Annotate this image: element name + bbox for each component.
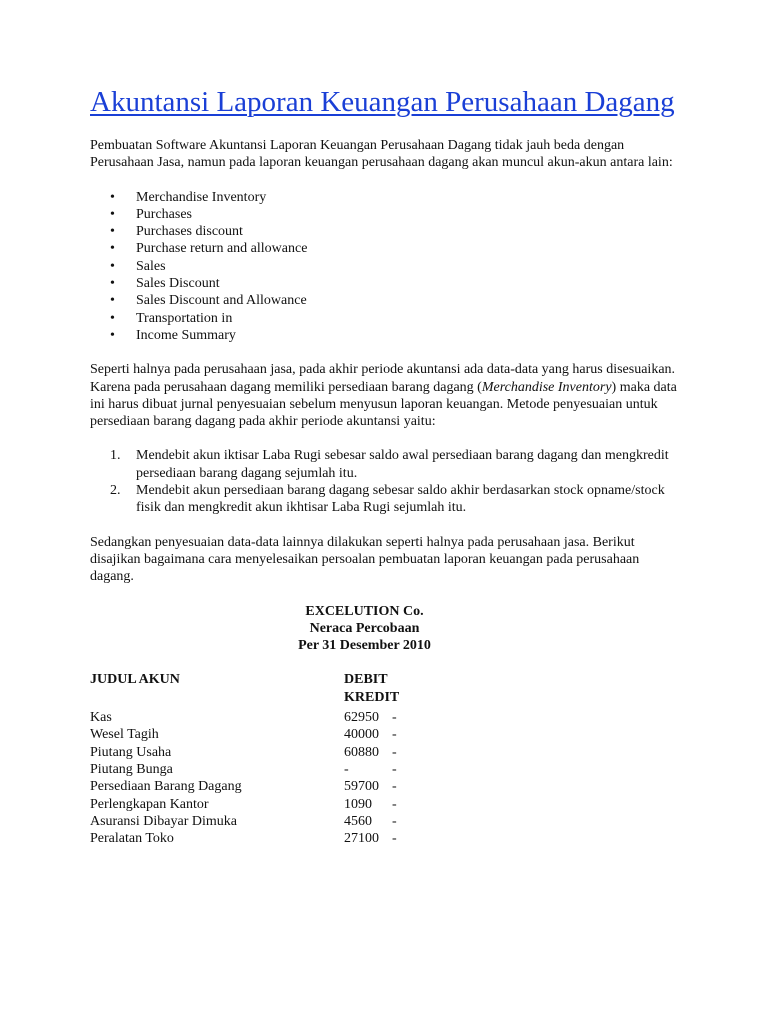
table-row <box>90 796 432 813</box>
list-item <box>110 482 680 517</box>
step-text: Mendebit akun iktisar Laba Rugi sebesar saldo awal persediaan barang dagang dan mengkredit persediaan barang dagang sejumlah itu. <box>136 448 669 481</box>
account-cell: Peralatan Toko <box>90 831 174 847</box>
list-item-label: Sales Discount and Allowance <box>136 293 307 309</box>
debit-cell: 4560 <box>344 813 372 829</box>
step-text: Mendebit akun persediaan barang dagang sebesar saldo akhir berdasarkan stock opname/stock fisik dan mengkredit akun ikhtisar Laba Rugi sejumlah itu. <box>136 483 665 516</box>
debit-cell: 62950 <box>344 710 379 726</box>
list-item-label: Purchase return and allowance <box>136 241 308 257</box>
list-item <box>110 327 680 344</box>
report-heading <box>90 603 639 655</box>
table-row <box>90 778 432 795</box>
trial-balance-table <box>90 671 432 847</box>
table-row <box>90 744 432 761</box>
debit-cell: 27100 <box>344 831 379 847</box>
list-item-label: Purchases discount <box>136 224 243 240</box>
debit-cell: - <box>344 761 349 777</box>
account-cell: Wesel Tagih <box>90 727 159 743</box>
bullet-icon: • <box>110 293 115 309</box>
adjustment-text-after: ) maka data ini harus dibuat jurnal penyesuaian sebelum menyusun laporan keuangan. Metode penyesuaian untuk persediaan barang dagang pada akhir periode akuntansi yaitu: <box>90 379 677 430</box>
table-row <box>90 813 432 830</box>
account-cell: Persediaan Barang Dagang <box>90 779 242 795</box>
list-item <box>110 206 680 223</box>
table-row <box>90 709 432 726</box>
list-item <box>110 189 680 206</box>
list-item-label: Purchases <box>136 206 192 222</box>
list-item <box>110 223 680 240</box>
table-row <box>90 761 432 778</box>
table-row <box>90 726 432 743</box>
report-name: Neraca Percobaan <box>309 620 420 636</box>
list-item-label: Transportation in <box>136 310 233 326</box>
bullet-icon: • <box>110 224 115 240</box>
intro-paragraph: Pembuatan Software Akuntansi Laporan Keuangan Perusahaan Dagang tidak jauh beda dengan Perusahaan Jasa, namun pada laporan keuangan perusahaan dagang akan muncul akun-akun antara lain: <box>90 138 673 171</box>
closing-paragraph: Sedangkan penyesuaian data-data lainnya dilakukan seperti halnya pada perusahaan jasa. Berikut disajikan bagaimana cara menyelesaikan persoalan pembuatan laporan keuangan pada perusahaan dagang. <box>90 534 640 585</box>
account-cell: Kas <box>90 710 112 726</box>
account-cell: Perlengkapan Kantor <box>90 796 209 812</box>
bullet-icon: • <box>110 276 115 292</box>
bullet-icon: • <box>110 310 115 326</box>
debit-cell: 59700 <box>344 779 379 795</box>
debit-cell: 60880 <box>344 744 379 760</box>
kredit-cell: - <box>392 744 397 760</box>
kredit-cell: - <box>392 761 397 777</box>
table-row <box>90 830 432 847</box>
account-cell: Piutang Bunga <box>90 761 173 777</box>
kredit-cell: - <box>392 831 397 847</box>
kredit-cell: - <box>392 727 397 743</box>
kredit-cell: - <box>392 779 397 795</box>
page-title-link[interactable]: Akuntansi Laporan Keuangan Perusahaan Dagang <box>90 86 675 118</box>
document-page <box>90 84 680 847</box>
list-item <box>110 310 680 327</box>
adjustment-paragraph <box>90 361 680 430</box>
debit-cell: 40000 <box>344 727 379 743</box>
list-item-label: Income Summary <box>136 327 236 343</box>
list-item <box>110 258 680 275</box>
bullet-icon: • <box>110 258 115 274</box>
debit-cell: 1090 <box>344 796 372 812</box>
table-header-row <box>90 671 432 709</box>
list-item <box>110 240 680 257</box>
kredit-cell: - <box>392 796 397 812</box>
company-name: EXCELUTION Co. <box>305 603 424 619</box>
account-cell: Piutang Usaha <box>90 744 172 760</box>
step-number: 1. <box>110 448 121 464</box>
account-cell: Asuransi Dibayar Dimuka <box>90 813 237 829</box>
list-item-label: Sales Discount <box>136 276 220 292</box>
kredit-cell: - <box>392 710 397 726</box>
list-item-label: Sales <box>136 258 166 274</box>
list-item <box>110 275 680 292</box>
bullet-icon: • <box>110 241 115 257</box>
bullet-icon: • <box>110 327 115 343</box>
column-header-account: JUDUL AKUN <box>90 672 180 688</box>
account-list <box>90 189 680 345</box>
kredit-cell: - <box>392 813 397 829</box>
bullet-icon: • <box>110 189 115 205</box>
column-header-debit-kredit: DEBIT KREDIT <box>344 672 400 705</box>
step-number: 2. <box>110 483 121 499</box>
adjustment-text-italic: Merchandise Inventory <box>481 379 612 395</box>
adjustment-steps <box>90 447 680 516</box>
list-item <box>110 447 680 482</box>
adjustment-text-before: Seperti halnya pada perusahaan jasa, pada akhir periode akuntansi ada data-data yang harus disesuaikan. Karena pada perusahaan dagang memiliki persediaan barang dagang ( <box>90 362 676 395</box>
list-item <box>110 292 680 309</box>
bullet-icon: • <box>110 206 115 222</box>
list-item-label: Merchandise Inventory <box>136 189 267 205</box>
report-date: Per 31 Desember 2010 <box>298 638 431 654</box>
